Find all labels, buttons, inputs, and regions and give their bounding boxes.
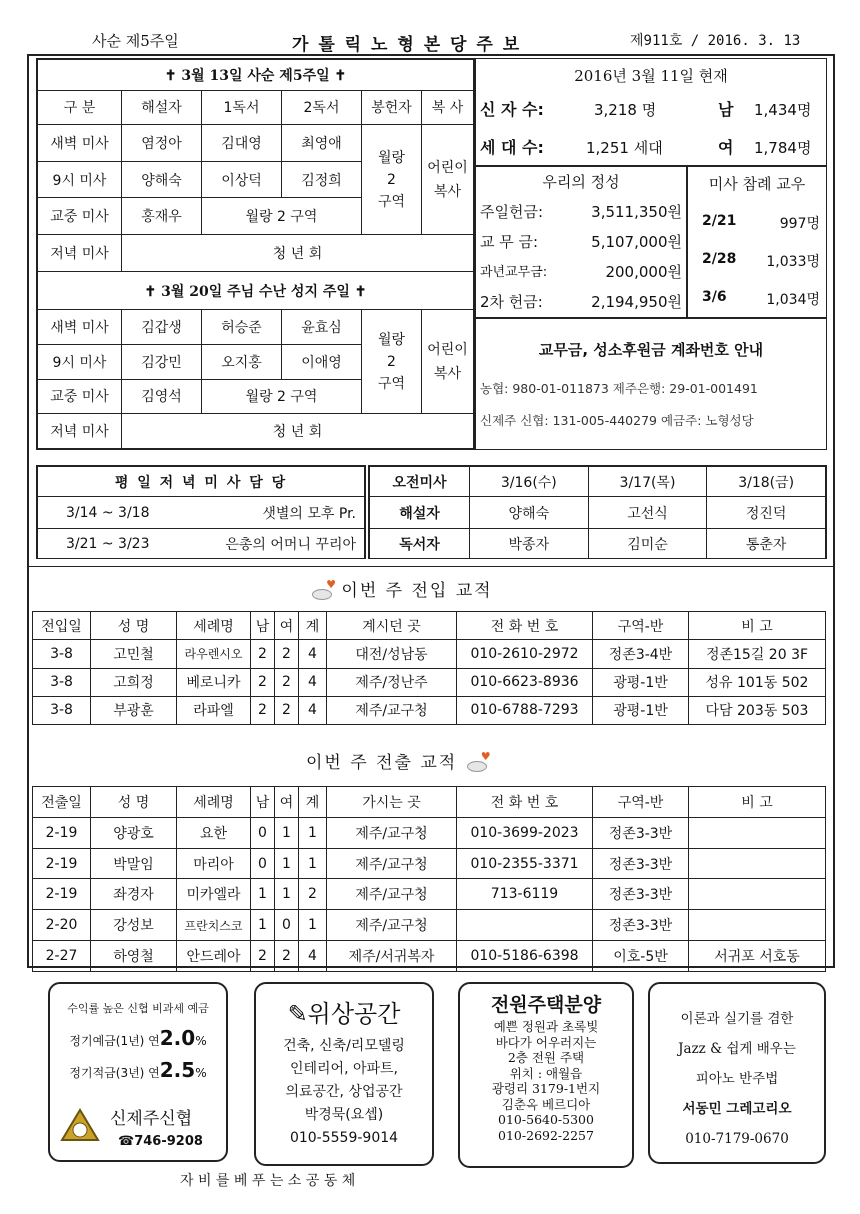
mass-name: 교중 미사 <box>38 198 122 235</box>
transfer-in-title <box>310 576 493 601</box>
youth-group: 청 년 회 <box>122 414 474 449</box>
table-cell: 2 <box>251 696 275 724</box>
column-header: 전출일 <box>33 787 91 818</box>
female-value: 1,784명 <box>754 139 812 157</box>
offering-title: 우리의 정성 <box>542 173 620 191</box>
cell: 월랑 2 구역 <box>202 379 362 414</box>
table-row <box>33 640 826 668</box>
column-header: 가시는 곳 <box>327 787 457 818</box>
cell: 허승준 <box>202 310 282 345</box>
attendance-count: 1,034명 <box>766 292 820 308</box>
mass-name: 9시 미사 <box>38 345 122 380</box>
bulletin-header <box>30 26 830 54</box>
account-box <box>475 318 827 450</box>
architecture-ad <box>254 982 434 1166</box>
weekday-period: 3/21 ~ 3/23 <box>38 529 178 559</box>
male-value: 1,434명 <box>754 101 812 119</box>
ad-rate-deposit: 정기예금(1년) 연2.0% <box>69 1026 207 1050</box>
cell: 오지홍 <box>202 345 282 380</box>
table-cell: 2-19 <box>33 848 91 879</box>
weekday-group: 샛별의 모후 Pr. <box>178 497 365 529</box>
date: 3/16(수) <box>470 467 589 497</box>
table-cell: 제주/교구청 <box>327 848 457 879</box>
offering-value: 200,000원 <box>605 263 682 281</box>
ad-phone: ☎746-9208 <box>118 1134 203 1149</box>
table-cell: 제주/교구청 <box>327 817 457 848</box>
date: 3/17(목) <box>588 467 707 497</box>
table-cell: 4 <box>299 696 327 724</box>
week2-title: ✝ 3월 20일 주님 수난 성지 주일 ✝ <box>38 271 474 310</box>
table-cell: 4 <box>299 668 327 696</box>
house-sale-ad <box>458 982 634 1168</box>
table-cell: 4 <box>299 640 327 668</box>
table-cell: 2-19 <box>33 879 91 910</box>
table-cell: 1 <box>275 817 299 848</box>
table-cell: 다담 203동 503 <box>689 696 826 724</box>
table-cell <box>689 817 826 848</box>
col-offertory: 봉헌자 <box>362 90 422 125</box>
table-cell: 광평-1반 <box>593 668 689 696</box>
date: 3/18(금) <box>707 467 826 497</box>
mass-name: 교중 미사 <box>38 379 122 414</box>
table-cell: 성유 101동 502 <box>689 668 826 696</box>
column-header: 남 <box>251 787 275 818</box>
cell: 염정아 <box>122 125 202 162</box>
account-title: 교무금, 성소후원금 계좌번호 안내 <box>538 341 764 359</box>
table-cell: 2 <box>251 668 275 696</box>
transfer-out-title <box>306 748 489 773</box>
table-row <box>33 879 826 910</box>
table-cell: 라우렌시오 <box>177 640 251 668</box>
table-cell: 2-27 <box>33 941 91 972</box>
server-group: 어린이 복사 <box>422 125 474 235</box>
table-cell: 강성보 <box>91 910 177 941</box>
table-cell: 제주/정난주 <box>327 668 457 696</box>
table-cell <box>457 910 593 941</box>
offertory-group: 월랑 2 구역 <box>362 310 422 414</box>
cell: 정진덕 <box>707 497 826 529</box>
dove-icon <box>310 584 334 600</box>
attendance-box <box>687 166 827 318</box>
table-cell: 박말임 <box>91 848 177 879</box>
col-commentator: 해설자 <box>122 90 202 125</box>
cell: 통춘자 <box>707 529 826 559</box>
attendance-count: 1,033명 <box>766 254 820 270</box>
ad-line: 수익률 높은 신협 비과세 예금 <box>67 1002 209 1015</box>
mass-name: 새벽 미사 <box>38 125 122 162</box>
table-cell: 2 <box>275 696 299 724</box>
cell: 김대영 <box>202 125 282 162</box>
column-header: 계 <box>299 787 327 818</box>
col-division: 구 분 <box>38 90 122 125</box>
reader-label: 독서자 <box>370 529 470 559</box>
table-cell: 010-2610-2972 <box>457 640 593 668</box>
transfer-in-label: 이번 주 전입 교적 <box>341 581 493 601</box>
table-cell: 미카엘라 <box>177 879 251 910</box>
table-cell: 제주/교구청 <box>327 910 457 941</box>
table-row <box>33 696 826 724</box>
cell: 양해숙 <box>122 161 202 198</box>
table-cell: 3-8 <box>33 696 91 724</box>
col-reading1: 1독서 <box>202 90 282 125</box>
male-label: 남 <box>718 100 734 119</box>
ad-brand: ✎위상공간 <box>287 1000 401 1028</box>
table-cell <box>689 848 826 879</box>
offering-label: 과년교무금: <box>480 265 548 280</box>
cell: 월랑 2 구역 <box>202 198 362 235</box>
transfer-out-table <box>32 786 826 972</box>
offering-label: 2차 헌금: <box>480 293 543 311</box>
col-server: 복 사 <box>422 90 474 125</box>
cell: 박종자 <box>470 529 589 559</box>
cell: 김정희 <box>282 161 362 198</box>
table-cell: 2-20 <box>33 910 91 941</box>
liturgical-day: 사순 제5주일 <box>92 32 179 50</box>
table-row <box>33 817 826 848</box>
offering-label: 주일헌금: <box>480 203 544 221</box>
week1-title: ✝ 3월 13일 사순 제5주일 ✝ <box>38 60 474 91</box>
ad-body: 예쁜 정원과 초록빛 바다가 어우러지는 2층 전원 주택 위치 : 애월읍 광령리 3179-1번지 김춘옥 베르디아 010-5640-5300 010-2692-2257 <box>491 1019 601 1143</box>
mass-name: 저녁 미사 <box>38 414 122 449</box>
cell: 고선식 <box>588 497 707 529</box>
narrator-label: 해설자 <box>370 497 470 529</box>
table-cell: 713-6119 <box>457 879 593 910</box>
attendance-date: 3/6 <box>702 289 727 305</box>
attendance-title: 미사 참례 교우 <box>708 175 806 193</box>
offering-box <box>475 166 687 318</box>
table-cell: 0 <box>251 848 275 879</box>
column-header: 계 <box>299 612 327 640</box>
table-row <box>33 910 826 941</box>
pencil-logo-icon: ✎ <box>287 1000 308 1028</box>
account-line2: 신제주 신협: 131-005-440279 예금주: 노형성당 <box>480 413 754 428</box>
table-cell: 부광훈 <box>91 696 177 724</box>
mass-schedule <box>36 58 475 450</box>
column-header: 비 고 <box>689 787 826 818</box>
weekday-period: 3/14 ~ 3/18 <box>38 497 178 529</box>
column-header: 구역-반 <box>593 612 689 640</box>
cell: 최영애 <box>282 125 362 162</box>
column-header: 여 <box>275 787 299 818</box>
offering-label: 교 무 금: <box>480 233 539 251</box>
column-header: 남 <box>251 612 275 640</box>
cell: 양해숙 <box>470 497 589 529</box>
table-cell <box>689 910 826 941</box>
column-header: 비 고 <box>689 612 826 640</box>
table-cell: 2 <box>275 668 299 696</box>
credit-union-logo-icon <box>58 1106 102 1146</box>
table-cell: 4 <box>299 941 327 972</box>
column-header: 성 명 <box>91 612 177 640</box>
cell: 김강민 <box>122 345 202 380</box>
table-cell: 고희정 <box>91 668 177 696</box>
piano-ad <box>648 982 826 1164</box>
attendance-date: 2/28 <box>702 251 737 267</box>
mass-name: 저녁 미사 <box>38 235 122 272</box>
cell: 김갑생 <box>122 310 202 345</box>
table-cell: 1 <box>299 848 327 879</box>
cell: 김미순 <box>588 529 707 559</box>
divider <box>29 566 835 567</box>
bulletin-title: 가 톨 릭 노 형 본 당 주 보 <box>292 35 522 55</box>
table-cell: 1 <box>251 879 275 910</box>
table-cell: 2 <box>299 879 327 910</box>
ad-body: 이론과 실기를 겸한 Jazz & 쉽게 배우는 피아노 반주법 서동민 그레고리오 010-7179-0670 <box>678 1011 796 1147</box>
table-cell <box>689 879 826 910</box>
table-cell: 양광호 <box>91 817 177 848</box>
table-cell: 요한 <box>177 817 251 848</box>
table-row <box>33 668 826 696</box>
table-cell: 정존3-3반 <box>593 817 689 848</box>
table-cell: 010-6788-7293 <box>457 696 593 724</box>
column-header: 전 화 번 호 <box>457 612 593 640</box>
table-cell: 이호-5반 <box>593 941 689 972</box>
stats-date: 2016년 3월 11일 현재 <box>574 67 728 85</box>
table-cell: 정존3-3반 <box>593 879 689 910</box>
column-header: 계시던 곳 <box>327 612 457 640</box>
table-cell: 3-8 <box>33 668 91 696</box>
column-header: 세례명 <box>177 612 251 640</box>
credit-union-ad <box>48 982 228 1162</box>
offering-value: 3,511,350원 <box>591 203 682 221</box>
table-cell: 고민철 <box>91 640 177 668</box>
table-cell: 2 <box>251 640 275 668</box>
footer-slogan: 자 비 를 베 푸 는 소 공 동 체 <box>180 1173 356 1189</box>
table-cell: 2 <box>251 941 275 972</box>
table-cell: 0 <box>251 817 275 848</box>
table-cell: 정존3-3반 <box>593 910 689 941</box>
transfer-out-label: 이번 주 전출 교적 <box>306 753 458 773</box>
table-cell: 010-5186-6398 <box>457 941 593 972</box>
column-header: 성 명 <box>91 787 177 818</box>
weekday-duty <box>36 465 366 559</box>
morning-mass <box>368 465 827 559</box>
offertory-group: 월랑 2 구역 <box>362 125 422 235</box>
table-cell: 정존3-4반 <box>593 640 689 668</box>
table-cell: 1 <box>275 879 299 910</box>
table-cell: 라파엘 <box>177 696 251 724</box>
table-cell: 프란치스코 <box>177 910 251 941</box>
believers-label: 신 자 수: <box>480 100 544 119</box>
table-cell: 정존15길 20 3F <box>689 640 826 668</box>
households-label: 세 대 수: <box>480 138 544 157</box>
youth-group: 청 년 회 <box>122 235 474 272</box>
transfer-in-table <box>32 611 826 725</box>
table-row <box>33 941 826 972</box>
ad-body: 건축, 신축/리모델링 인테리어, 아파트, 의료공간, 상업공간 박경묵(요셉) 010-5559-9014 <box>283 1038 405 1146</box>
table-cell: 정존3-3반 <box>593 848 689 879</box>
dove-icon <box>465 756 489 772</box>
table-cell: 2 <box>275 640 299 668</box>
column-header: 전입일 <box>33 612 91 640</box>
table-cell: 하영철 <box>91 941 177 972</box>
column-header: 전 화 번 호 <box>457 787 593 818</box>
offering-value: 2,194,950원 <box>591 293 682 311</box>
table-cell: 1 <box>299 910 327 941</box>
households-value: 1,251 세대 <box>586 139 663 157</box>
table-cell: 010-6623-8936 <box>457 668 593 696</box>
table-cell: 010-3699-2023 <box>457 817 593 848</box>
table-cell: 광평-1반 <box>593 696 689 724</box>
table-cell: 1 <box>299 817 327 848</box>
weekday-title: 평 일 저 녁 미 사 담 당 <box>38 467 365 497</box>
server-group: 어린이 복사 <box>422 310 474 414</box>
cell: 홍재우 <box>122 198 202 235</box>
table-cell: 010-2355-3371 <box>457 848 593 879</box>
table-cell: 안드레아 <box>177 941 251 972</box>
attendance-count: 997명 <box>779 216 820 232</box>
table-cell: 베로니카 <box>177 668 251 696</box>
table-cell: 2-19 <box>33 817 91 848</box>
cell: 이상덕 <box>202 161 282 198</box>
account-line1: 농협: 980-01-011873 제주은행: 29-01-001491 <box>480 381 758 396</box>
table-cell: 1 <box>275 848 299 879</box>
table-cell: 1 <box>251 910 275 941</box>
ad-title: 전원주택분양 <box>490 994 602 1016</box>
column-header: 세례명 <box>177 787 251 818</box>
table-cell: 0 <box>275 910 299 941</box>
ad-rate-savings: 정기적금(3년) 연2.5% <box>69 1058 207 1082</box>
column-header: 구역-반 <box>593 787 689 818</box>
female-label: 여 <box>718 138 734 157</box>
offering-value: 5,107,000원 <box>591 233 682 251</box>
table-cell: 2 <box>275 941 299 972</box>
morning-label: 오전미사 <box>370 467 470 497</box>
cell: 이애영 <box>282 345 362 380</box>
mass-name: 9시 미사 <box>38 161 122 198</box>
parish-stats <box>475 58 827 166</box>
believers-value: 3,218 명 <box>594 101 657 119</box>
mass-name: 새벽 미사 <box>38 310 122 345</box>
table-cell: 제주/교구청 <box>327 879 457 910</box>
issue-info: 제911호 / 2016. 3. 13 <box>630 33 801 49</box>
ad-name: 신제주신협 <box>110 1109 193 1129</box>
table-cell: 좌경자 <box>91 879 177 910</box>
attendance-date: 2/21 <box>702 213 737 229</box>
table-cell: 제주/교구청 <box>327 696 457 724</box>
table-cell: 마리아 <box>177 848 251 879</box>
col-reading2: 2독서 <box>282 90 362 125</box>
weekday-group: 은총의 어머니 꾸리아 <box>178 529 365 559</box>
table-cell: 서귀포 서호동 <box>689 941 826 972</box>
cell: 윤효심 <box>282 310 362 345</box>
table-cell: 3-8 <box>33 640 91 668</box>
table-cell: 대전/성남동 <box>327 640 457 668</box>
table-cell: 제주/서귀복자 <box>327 941 457 972</box>
table-row <box>33 848 826 879</box>
column-header: 여 <box>275 612 299 640</box>
cell: 김영석 <box>122 379 202 414</box>
